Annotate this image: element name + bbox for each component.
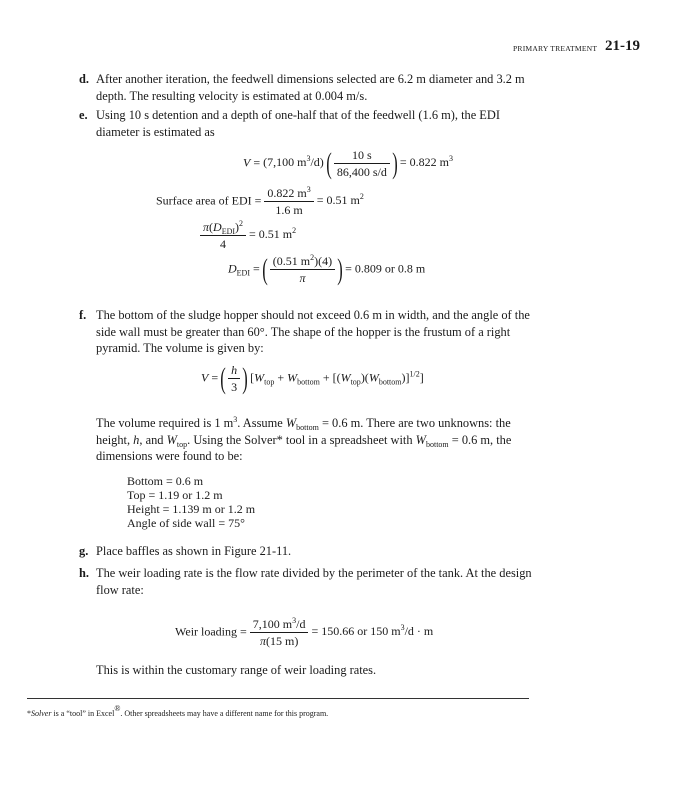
item-d-text: After another iteration, the feedwell dimensions selected are 6.2 m diameter and 3.2 m depth. The resulting velocity is estimated at 0.004 m/s. [96,72,525,103]
item-g-label: g. [79,544,89,558]
footnote: *Solver is a “tool” in Excel®. Other spreadsheets may have a different name for this program. [27,704,329,718]
circle-area-fraction: $\frac{\pi(D_{EDI})^2}{4}$ [200,220,246,251]
item-h-label: h. [79,566,89,580]
equation-area-circle: $\frac{\pi(D_{EDI})^2}{4}$ = 0.51 $m^2$ [200,220,296,251]
dimension-height: Height = 1.139 m or 1.2 m [127,502,256,516]
weir-fraction: $\frac{7,100 m^3/d}{\pi(15 m)}$ [250,617,309,648]
item-f-label: f. [79,308,87,322]
detention-fraction: $\frac{10 s}{86,400 s/d}$ [334,148,390,179]
item-g-text: Place baffles as shown in Figure 21-11. [96,544,292,558]
flow-rate: (7,100 $m^3/d$) [263,154,324,170]
item-e-text: Using 10 s detention and a depth of one-half that of the feedwell (1.6 m), the EDI diameter is estimated as [96,108,500,139]
running-header-label: PRIMARY TREATMENT [513,44,598,53]
surface-area-fraction: $\frac{0.822 m^3}{1.6 m}$ [264,186,313,217]
equation-diameter: $D_{EDI}$ =( $\frac{(0.51 m^2)(4)}{\pi}$ ) = 0.809 or 0.8 m [228,252,426,286]
equation-frustum-volume: V =( $\frac{h}{3}$ ) $[W_{top} + W_{bottom} + [(W_{top})(W_{bottom})]^{1/2}]$ [201,361,424,395]
page-number: 21-19 [605,38,640,54]
equation-edi-volume: V = (7,100 $m^3/d$)( $\frac{10 s}{86,400 s/d}$ ) = 0.822 $m^3$ [243,146,453,180]
item-e-label: e. [79,108,88,122]
equation-weir-loading: Weir loading = $\frac{7,100 m^3/d}{\pi(15 m)}$ = 150.66 or 150 $m^3/d \cdot m$ [175,616,434,648]
diameter-fraction: $\frac{(0.51 m^2)(4)}{\pi}$ [270,254,335,285]
dimension-bottom: Bottom = 0.6 m [127,474,204,488]
volume-required-paragraph: The volume required is 1 $m^3$. Assume $W_{bottom} = 0.6$ m. There are two unknowns: the height, h, and $W_{top}$. Using the Solver* tool in a spreadsheet with $W_{bottom} = 0.6$ m, the dimensions were found to be: [96,415,512,463]
edi-volume-result: = 0.822 $m^3$ [399,154,453,170]
dimension-angle: Angle of side wall = 75° [127,516,245,530]
footnote-rule [27,698,529,699]
volume-symbol: V [243,155,251,170]
weir-conclusion: This is within the customary range of weir loading rates. [96,663,377,677]
dimension-top: Top = 1.19 or 1.2 m [127,488,223,502]
item-d-label: d. [79,72,89,86]
item-f-text: The bottom of the sludge hopper should not exceed 0.6 m in width, and the angle of the side wall must be greater than 60°. The shape of the hopper is the frustum of a right pyramid. The volume is given by: [96,308,530,355]
equation-surface-area: Surface area of EDI = $\frac{0.822 m^3}{1.6 m}$ = 0.51 $m^2$ [156,185,364,217]
item-h-text: The weir loading rate is the flow rate divided by the perimeter of the tank. At the design flow rate: [96,566,532,597]
frustum-fraction: $\frac{h}{3}$ [228,363,240,394]
